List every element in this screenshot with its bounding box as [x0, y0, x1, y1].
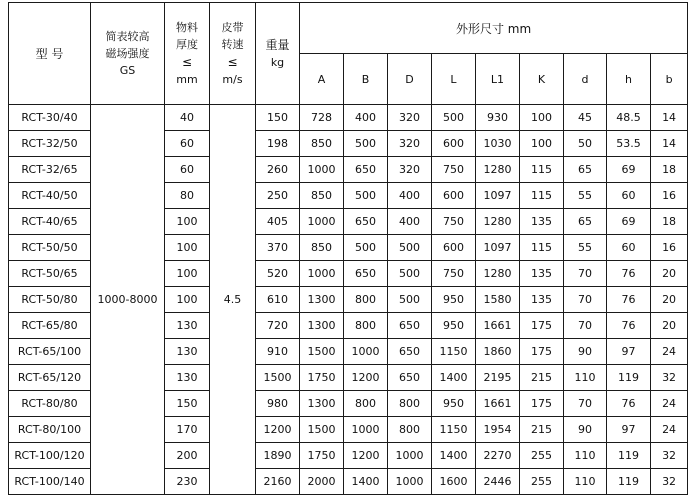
header-gs-line2: 磁场强度 — [105, 46, 150, 60]
cell-dim-h: 69 — [607, 209, 651, 235]
cell-weight: 1200 — [256, 417, 300, 443]
cell-dim-A: 1750 — [300, 443, 344, 469]
cell-dim-K: 135 — [520, 287, 564, 313]
cell-dim-K: 100 — [520, 105, 564, 131]
cell-model: RCT-50/50 — [9, 235, 91, 261]
cell-model: RCT-100/120 — [9, 443, 91, 469]
cell-dim-B: 800 — [344, 391, 388, 417]
cell-dim-h: 53.5 — [607, 131, 651, 157]
header-weight-line2: kg — [270, 56, 285, 70]
cell-dim-D: 800 — [388, 417, 432, 443]
cell-dim-B: 500 — [344, 183, 388, 209]
cell-weight: 910 — [256, 339, 300, 365]
cell-dim-D: 400 — [388, 183, 432, 209]
cell-dim-L: 750 — [432, 209, 476, 235]
cell-dim-D: 500 — [388, 235, 432, 261]
cell-dim-h: 119 — [607, 469, 651, 495]
header-speed-line1: 皮带 — [221, 20, 244, 34]
cell-dim-B: 800 — [344, 287, 388, 313]
cell-dim-K: 255 — [520, 469, 564, 495]
cell-dim-h: 76 — [607, 313, 651, 339]
cell-thickness: 100 — [165, 209, 210, 235]
cell-dim-h: 97 — [607, 339, 651, 365]
cell-dim-L1: 1097 — [476, 235, 520, 261]
cell-dim-D: 320 — [388, 157, 432, 183]
cell-dim-d: 70 — [564, 313, 607, 339]
cell-dim-K: 115 — [520, 183, 564, 209]
header-dim-D: D — [388, 54, 432, 105]
cell-dim-K: 100 — [520, 131, 564, 157]
header-dim-h: h — [607, 54, 651, 105]
cell-dim-D: 650 — [388, 339, 432, 365]
cell-dim-L: 600 — [432, 183, 476, 209]
cell-dim-K: 175 — [520, 339, 564, 365]
cell-dim-L: 600 — [432, 131, 476, 157]
header-dimensions-label: 外形尺寸 mm — [455, 21, 532, 36]
table-row — [9, 105, 688, 131]
cell-weight: 198 — [256, 131, 300, 157]
cell-dim-K: 115 — [520, 157, 564, 183]
cell-dim-L: 950 — [432, 391, 476, 417]
cell-dim-h: 119 — [607, 365, 651, 391]
cell-weight: 405 — [256, 209, 300, 235]
header-model — [9, 3, 91, 105]
cell-dim-A: 850 — [300, 131, 344, 157]
cell-dim-L: 1400 — [432, 365, 476, 391]
header-dim-L: L — [432, 54, 476, 105]
cell-thickness: 130 — [165, 339, 210, 365]
cell-dim-L: 750 — [432, 261, 476, 287]
header-speed-line2: 转速 — [221, 37, 244, 51]
cell-dim-A: 1300 — [300, 287, 344, 313]
cell-dim-A: 728 — [300, 105, 344, 131]
cell-dim-h: 97 — [607, 417, 651, 443]
cell-dim-L1: 1030 — [476, 131, 520, 157]
cell-model: RCT-80/80 — [9, 391, 91, 417]
cell-dim-L: 950 — [432, 313, 476, 339]
cell-dim-b: 18 — [651, 209, 688, 235]
header-thick-line4: mm — [176, 73, 198, 87]
cell-dim-D: 500 — [388, 287, 432, 313]
cell-dim-d: 70 — [564, 391, 607, 417]
cell-dim-D: 320 — [388, 105, 432, 131]
cell-dim-A: 1500 — [300, 339, 344, 365]
cell-dim-d: 110 — [564, 365, 607, 391]
cell-dim-B: 650 — [344, 209, 388, 235]
cell-dim-b: 14 — [651, 105, 688, 131]
cell-dim-d: 90 — [564, 417, 607, 443]
cell-thickness: 60 — [165, 157, 210, 183]
cell-model: RCT-40/50 — [9, 183, 91, 209]
cell-dim-L1: 1860 — [476, 339, 520, 365]
cell-model: RCT-50/65 — [9, 261, 91, 287]
cell-dim-L: 950 — [432, 287, 476, 313]
cell-dim-B: 400 — [344, 105, 388, 131]
cell-dim-K: 175 — [520, 313, 564, 339]
cell-dim-K: 115 — [520, 235, 564, 261]
cell-dim-b: 16 — [651, 235, 688, 261]
cell-weight: 520 — [256, 261, 300, 287]
cell-dim-B: 1200 — [344, 443, 388, 469]
cell-dim-h: 119 — [607, 443, 651, 469]
cell-dim-d: 50 — [564, 131, 607, 157]
cell-dim-L1: 2446 — [476, 469, 520, 495]
header-speed-line4: m/s — [222, 73, 243, 87]
cell-dim-D: 1000 — [388, 443, 432, 469]
header-dimensions — [300, 3, 688, 54]
header-dim-d: d — [564, 54, 607, 105]
header-gs-line1: 简表较高 — [105, 29, 150, 43]
cell-dim-B: 1000 — [344, 339, 388, 365]
cell-dim-d: 70 — [564, 261, 607, 287]
cell-thickness: 80 — [165, 183, 210, 209]
header-weight-line1: 重量 — [265, 37, 290, 52]
cell-dim-L: 1150 — [432, 417, 476, 443]
cell-thickness: 100 — [165, 235, 210, 261]
cell-weight: 720 — [256, 313, 300, 339]
cell-dim-A: 1300 — [300, 391, 344, 417]
cell-dim-b: 32 — [651, 365, 688, 391]
header-dim-B: B — [344, 54, 388, 105]
cell-weight: 370 — [256, 235, 300, 261]
cell-belt-speed: 4.5 — [210, 105, 256, 495]
cell-dim-B: 1000 — [344, 417, 388, 443]
cell-dim-A: 1300 — [300, 313, 344, 339]
cell-model: RCT-32/50 — [9, 131, 91, 157]
cell-dim-B: 1200 — [344, 365, 388, 391]
spec-table-body — [9, 105, 688, 495]
cell-dim-d: 110 — [564, 443, 607, 469]
cell-dim-b: 18 — [651, 157, 688, 183]
cell-dim-d: 110 — [564, 469, 607, 495]
cell-field-strength: 1000-8000 — [91, 105, 165, 495]
cell-dim-K: 135 — [520, 261, 564, 287]
header-dim-b: b — [651, 54, 688, 105]
cell-dim-b: 16 — [651, 183, 688, 209]
cell-thickness: 60 — [165, 131, 210, 157]
cell-dim-L1: 1097 — [476, 183, 520, 209]
cell-dim-b: 20 — [651, 313, 688, 339]
cell-dim-D: 650 — [388, 313, 432, 339]
cell-dim-A: 850 — [300, 183, 344, 209]
cell-dim-h: 76 — [607, 287, 651, 313]
cell-model: RCT-65/120 — [9, 365, 91, 391]
cell-dim-b: 20 — [651, 261, 688, 287]
cell-dim-b: 14 — [651, 131, 688, 157]
header-weight — [256, 3, 300, 105]
cell-thickness: 100 — [165, 287, 210, 313]
cell-dim-L1: 1280 — [476, 261, 520, 287]
cell-dim-h: 76 — [607, 261, 651, 287]
header-thick-line1: 物料 — [176, 20, 198, 34]
header-model-label: 型 号 — [35, 47, 64, 61]
cell-model: RCT-80/100 — [9, 417, 91, 443]
cell-thickness: 130 — [165, 313, 210, 339]
cell-dim-b: 24 — [651, 339, 688, 365]
header-dim-L1: L1 — [476, 54, 520, 105]
cell-dim-L1: 1280 — [476, 209, 520, 235]
spec-table — [8, 2, 688, 495]
cell-dim-B: 650 — [344, 157, 388, 183]
cell-dim-L1: 1280 — [476, 157, 520, 183]
cell-dim-D: 650 — [388, 365, 432, 391]
cell-dim-A: 1500 — [300, 417, 344, 443]
cell-dim-L1: 930 — [476, 105, 520, 131]
cell-dim-A: 2000 — [300, 469, 344, 495]
cell-weight: 980 — [256, 391, 300, 417]
cell-thickness: 130 — [165, 365, 210, 391]
cell-thickness: 100 — [165, 261, 210, 287]
header-thickness — [165, 3, 210, 105]
cell-model: RCT-50/80 — [9, 287, 91, 313]
cell-weight: 1890 — [256, 443, 300, 469]
cell-dim-D: 800 — [388, 391, 432, 417]
cell-dim-L: 1400 — [432, 443, 476, 469]
cell-dim-B: 650 — [344, 261, 388, 287]
cell-model: RCT-65/80 — [9, 313, 91, 339]
cell-weight: 150 — [256, 105, 300, 131]
cell-dim-b: 32 — [651, 443, 688, 469]
cell-dim-A: 1000 — [300, 157, 344, 183]
cell-dim-B: 800 — [344, 313, 388, 339]
cell-dim-h: 76 — [607, 391, 651, 417]
cell-dim-D: 1000 — [388, 469, 432, 495]
cell-model: RCT-30/40 — [9, 105, 91, 131]
header-dim-A: A — [300, 54, 344, 105]
cell-dim-d: 55 — [564, 183, 607, 209]
cell-dim-A: 1750 — [300, 365, 344, 391]
cell-thickness: 170 — [165, 417, 210, 443]
cell-dim-D: 400 — [388, 209, 432, 235]
cell-weight: 2160 — [256, 469, 300, 495]
cell-dim-d: 65 — [564, 157, 607, 183]
cell-dim-A: 850 — [300, 235, 344, 261]
cell-dim-A: 1000 — [300, 261, 344, 287]
cell-dim-d: 65 — [564, 209, 607, 235]
cell-dim-D: 320 — [388, 131, 432, 157]
cell-dim-L: 500 — [432, 105, 476, 131]
cell-dim-B: 500 — [344, 131, 388, 157]
spec-table-container — [8, 2, 688, 495]
cell-dim-d: 45 — [564, 105, 607, 131]
header-gs-line3: GS — [119, 64, 136, 78]
cell-dim-D: 500 — [388, 261, 432, 287]
header-thick-line2: 厚度 — [176, 37, 198, 51]
cell-dim-h: 60 — [607, 183, 651, 209]
cell-dim-L1: 1661 — [476, 391, 520, 417]
cell-dim-B: 1400 — [344, 469, 388, 495]
cell-dim-L1: 1954 — [476, 417, 520, 443]
cell-model: RCT-100/140 — [9, 469, 91, 495]
cell-dim-h: 48.5 — [607, 105, 651, 131]
cell-dim-h: 69 — [607, 157, 651, 183]
cell-model: RCT-40/65 — [9, 209, 91, 235]
cell-dim-B: 500 — [344, 235, 388, 261]
cell-dim-L1: 2195 — [476, 365, 520, 391]
cell-dim-d: 55 — [564, 235, 607, 261]
cell-dim-K: 175 — [520, 391, 564, 417]
cell-dim-L: 1150 — [432, 339, 476, 365]
header-belt-speed — [210, 3, 256, 105]
cell-dim-L1: 1661 — [476, 313, 520, 339]
cell-dim-K: 255 — [520, 443, 564, 469]
cell-thickness: 40 — [165, 105, 210, 131]
header-speed-line3: ≤ — [227, 54, 238, 69]
header-field-strength — [91, 3, 165, 105]
header-thick-line3: ≤ — [181, 54, 193, 69]
cell-dim-b: 32 — [651, 469, 688, 495]
cell-model: RCT-32/65 — [9, 157, 91, 183]
cell-dim-L: 600 — [432, 235, 476, 261]
cell-dim-K: 215 — [520, 365, 564, 391]
cell-model: RCT-65/100 — [9, 339, 91, 365]
cell-weight: 1500 — [256, 365, 300, 391]
cell-weight: 260 — [256, 157, 300, 183]
cell-dim-A: 1000 — [300, 209, 344, 235]
cell-dim-b: 24 — [651, 417, 688, 443]
cell-dim-b: 24 — [651, 391, 688, 417]
cell-dim-L1: 2270 — [476, 443, 520, 469]
cell-dim-K: 215 — [520, 417, 564, 443]
cell-dim-L1: 1580 — [476, 287, 520, 313]
cell-dim-b: 20 — [651, 287, 688, 313]
cell-dim-L: 1600 — [432, 469, 476, 495]
cell-dim-K: 135 — [520, 209, 564, 235]
cell-thickness: 150 — [165, 391, 210, 417]
cell-thickness: 200 — [165, 443, 210, 469]
cell-dim-L: 750 — [432, 157, 476, 183]
cell-dim-d: 70 — [564, 287, 607, 313]
cell-dim-d: 90 — [564, 339, 607, 365]
header-dim-K: K — [520, 54, 564, 105]
cell-thickness: 230 — [165, 469, 210, 495]
cell-weight: 610 — [256, 287, 300, 313]
cell-dim-h: 60 — [607, 235, 651, 261]
cell-weight: 250 — [256, 183, 300, 209]
